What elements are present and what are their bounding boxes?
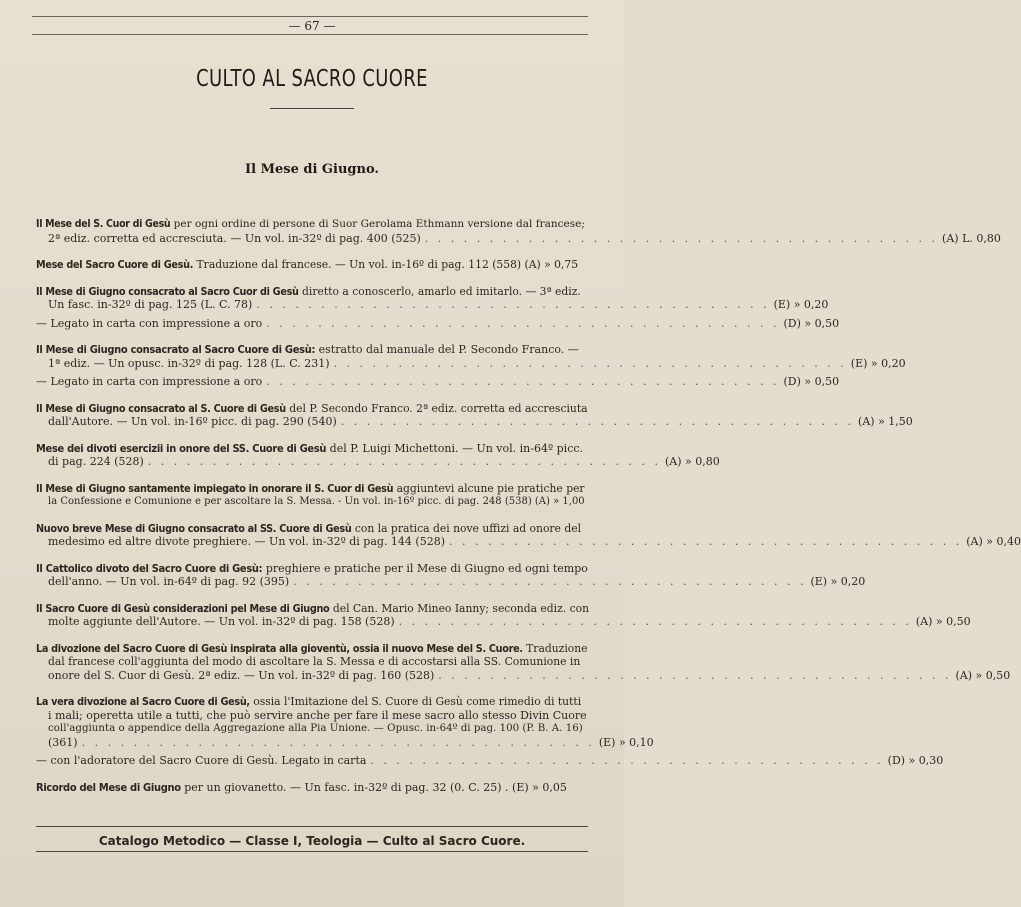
entry-line	[36, 535, 1021, 549]
entry-text: Traduzione dal francese. — Un vol. in-16º di pag. 112 (558) (A) » 0,75	[193, 258, 579, 271]
entry-price: (A) » 0,40	[966, 535, 1021, 548]
top-rule-2	[32, 34, 588, 35]
entry-line	[36, 754, 944, 768]
entry-price: (A) » 0,50	[955, 668, 1011, 682]
entry-text: dall'Autore. — Un vol. in-16º picc. di pag. 290 (540)	[48, 415, 337, 428]
entry-line	[36, 709, 588, 723]
entry-line	[36, 231, 1001, 246]
leader-dots: . . . . . . . . . . . . . . . . . . . . . . . . . . . . . . . . . . . . . . . .	[147, 455, 661, 468]
catalog-entry	[36, 441, 720, 469]
entry-title: Ricordo del Mese di Giugno	[36, 780, 181, 794]
entry-title: Il Sacro Cuore di Gesù considerazioni pel Mese di Giugno	[36, 601, 330, 615]
entry-line	[36, 298, 829, 312]
leader-dots: . . . . . . . . . . . . . . . . . . . . . . . . . . . . . . . . . . . . . . . .	[398, 615, 912, 628]
catalog-entry	[36, 284, 829, 312]
entry-title: Il Mese di Giugno consacrato al Sacro Cuore di Gesù:	[36, 343, 316, 356]
entry-line	[36, 522, 588, 536]
catalog-entry	[36, 601, 971, 629]
leader-dots: . . . . . . . . . . . . . . . . . . . . . . . . . . . . . . . . . . . . . . . .	[81, 735, 595, 749]
leader-dots: . . . . . . . . . . . . . . . . . . . . . . . . . . . . . . . . . . . . . . . .	[438, 668, 952, 682]
entry-title: Il Mese del S. Cuor di Gesù	[36, 218, 171, 230]
entry-text: medesimo ed altre divote preghiere. — Un vol. in-32º di pag. 144 (528)	[48, 535, 446, 548]
entry-price: (E) » 0,20	[850, 356, 906, 370]
entry-line	[36, 402, 588, 416]
entry-price: (A) » 1,50	[858, 415, 913, 428]
page-footer: Catalogo Metodico — Classe I, Teologia — Culto al Sacro Cuore.	[98, 834, 526, 848]
catalog-entry	[36, 401, 913, 429]
entry-line	[36, 495, 588, 509]
entry-text: di pag. 224 (528)	[48, 455, 144, 468]
entry-title: Il Mese di Giugno santamente impiegato in onorare il S. Cuor di Gesù	[36, 481, 394, 495]
entry-text: onore del S. Cuor di Gesù. 2ª ediz. — Un vol. in-32º di pag. 160 (528)	[48, 668, 435, 682]
top-rule	[32, 16, 588, 17]
entry-text: per ogni ordine di persone di Suor Gerolama Ethmann versione dal francese;	[170, 218, 585, 230]
entry-text: 2ª ediz. corretta ed accresciuta. — Un vol. in-32º di pag. 400 (525)	[48, 231, 421, 245]
entry-text: i mali; operetta utile a tutti, che può servire anche per fare il mese sacro allo stesso Divin Cuore	[48, 708, 587, 722]
entry-line	[36, 615, 971, 629]
entry-line	[36, 655, 588, 669]
catalog-entry	[36, 218, 1001, 245]
leader-dots: . . . . . . . . . . . . . . . . . . . . . . . . . . . . . . . . . . . . . . . .	[370, 754, 884, 767]
leader-dots: . . . . . . . . . . . . . . . . . . . . . . . . . . . . . . . . . . . . . . . .	[256, 298, 770, 311]
catalog-entry	[36, 695, 654, 749]
entry-title: La divozione del Sacro Cuore di Gesù inspirata alla gioventù, ossia il nuovo Mese del S. Cuore.	[36, 641, 523, 655]
entry-text: Un fasc. in-32º di pag. 125 (L. C. 78)	[48, 298, 253, 311]
entry-title: Il Mese di Giugno consacrato al Sacro Cuor di Gesù	[36, 284, 299, 298]
entry-price: (E) » 0,20	[773, 298, 829, 311]
entry-line	[36, 695, 588, 709]
leader-dots: . . . . . . . . . . . . . . . . . . . . . . . . . . . . . . . . . . . . . . . .	[293, 575, 807, 588]
entry-text: preghiere e pratiche per il Mese di Giugno ed ogni tempo	[262, 561, 588, 575]
entry-line	[36, 668, 1011, 683]
entry-price: (D) » 0,50	[783, 375, 840, 388]
entry-text: — con l'adoratore del Sacro Cuore di Gesù. Legato in carta	[36, 754, 367, 767]
entry-price: (E) » 0,10	[598, 735, 654, 749]
entry-title: Nuovo breve Mese di Giugno consacrato al SS. Cuore di Gesù	[36, 521, 352, 535]
catalog-entry	[36, 641, 1011, 683]
entry-line	[36, 356, 906, 371]
entry-price: (A) » 0,50	[915, 615, 971, 628]
entry-text: dal francese coll'aggiunta del modo di ascoltare la S. Messa e di accostarsi alla SS. Comunione in	[48, 655, 581, 668]
entry-line	[36, 562, 588, 576]
leader-dots: . . . . . . . . . . . . . . . . . . . . . . . . . . . . . . . . . . . . . . . .	[266, 375, 780, 388]
entry-title: Il Mese di Giugno consacrato al S. Cuore di Gesù	[36, 401, 286, 415]
entry-text: del Can. Mario Mineo Ianny; seconda ediz. con	[329, 601, 590, 615]
leader-dots: . . . . . . . . . . . . . . . . . . . . . . . . . . . . . . . . . . . . . . . .	[424, 231, 939, 245]
catalog-entry	[36, 375, 840, 389]
catalog-entry	[36, 521, 1021, 549]
entry-text: diretto a conoscerlo, amarlo ed imitarlo. — 3ª ediz.	[298, 284, 581, 298]
entry-line	[36, 575, 866, 589]
catalog-entry	[36, 482, 588, 509]
entry-title: Il Cattolico divoto del Sacro Cuore di Gesù:	[36, 561, 263, 575]
entry-text: 1ª ediz. — Un opusc. in-32º di pag. 128 (L. C. 231)	[48, 356, 330, 370]
entry-text: (361)	[48, 735, 78, 749]
title-underline	[270, 108, 354, 109]
entry-price: (A) L. 0,80	[942, 231, 1001, 245]
entry-line	[36, 285, 588, 299]
entry-line	[36, 781, 588, 795]
entry-line	[36, 602, 588, 616]
entry-title: Mese dei divoti esercizii in onore del SS. Cuore di Gesù	[36, 441, 327, 455]
entry-text: coll'aggiunta o appendice della Aggregazione alla Pia Unione. — Opusc. in-64º di pag. 100 (P. B. A. 16)	[48, 722, 583, 734]
catalog-entry	[36, 781, 588, 795]
entry-price: (D) » 0,50	[783, 316, 840, 330]
entry-line	[36, 735, 654, 750]
entry-line	[36, 642, 588, 656]
entry-line	[36, 415, 913, 429]
entry-line	[36, 218, 588, 232]
entry-title: Mese del Sacro Cuore di Gesù.	[36, 258, 194, 271]
catalog-entry	[36, 561, 866, 589]
entry-text: la Confessione e Comunione e per ascoltare la S. Messa. - Un vol. in-16º picc. di pag. 248 (538) (A) » 1,00	[48, 496, 585, 507]
entry-text: dell'anno. — Un vol. in-64º di pag. 92 (395)	[48, 575, 290, 588]
entry-line	[36, 455, 720, 469]
entry-text: molte aggiunte dell'Autore. — Un vol. in-32º di pag. 158 (528)	[48, 615, 395, 628]
leader-dots: . . . . . . . . . . . . . . . . . . . . . . . . . . . . . . . . . . . . . . . .	[266, 316, 780, 330]
entry-text: del P. Secondo Franco. 2ª ediz. corretta ed accresciuta	[285, 401, 588, 415]
page-title: CULTO AL SACRO CUORE	[196, 66, 428, 92]
entry-text: aggiuntevi alcune pie pratiche per	[393, 481, 585, 495]
catalog-entry	[36, 754, 944, 768]
section-subtitle: Il Mese di Giugno.	[245, 162, 379, 177]
entry-line	[36, 442, 588, 456]
entry-line	[36, 482, 588, 496]
entry-title: La vera divozione al Sacro Cuore di Gesù,	[36, 695, 250, 708]
entry-text: ossia l'Imitazione del S. Cuore di Gesù come rimedio di tutti	[249, 695, 582, 708]
entry-text: — Legato in carta con impressione a oro	[36, 316, 263, 330]
entry-text: Traduzione	[522, 641, 588, 655]
entry-text: estratto dal manuale del P. Secondo Franco. —	[315, 343, 579, 356]
entry-price: (D) » 0,30	[887, 754, 944, 767]
leader-dots: . . . . . . . . . . . . . . . . . . . . . . . . . . . . . . . . . . . . . . . .	[333, 356, 847, 370]
catalog-entry	[36, 316, 840, 331]
bottom-rule	[36, 826, 588, 827]
entry-line	[36, 258, 588, 272]
leader-dots: . . . . . . . . . . . . . . . . . . . . . . . . . . . . . . . . . . . . . . . .	[449, 535, 963, 548]
catalog-entries	[36, 218, 1021, 807]
entry-text: — Legato in carta con impressione a oro	[36, 375, 263, 388]
catalog-entry	[36, 343, 906, 370]
catalog-entry	[36, 258, 588, 272]
leader-dots: . . . . . . . . . . . . . . . . . . . . . . . . . . . . . . . . . . . . . . . .	[340, 415, 855, 428]
entry-line	[36, 316, 840, 331]
entry-text: con la pratica dei nove uffizi ad onore del	[351, 521, 582, 535]
entry-line	[36, 343, 588, 357]
bottom-rule-2	[36, 851, 588, 852]
entry-price: (E) » 0,20	[810, 575, 866, 588]
page-number: — 67 —	[288, 19, 336, 33]
entry-text: del P. Luigi Michettoni. — Un vol. in-64º picc.	[326, 441, 584, 455]
entry-line	[36, 722, 588, 736]
entry-text: per un giovanetto. — Un fasc. in-32º di pag. 32 (0. C. 25) . (E) » 0,05	[180, 780, 567, 794]
entry-price: (A) » 0,80	[665, 455, 720, 468]
entry-line	[36, 375, 840, 389]
